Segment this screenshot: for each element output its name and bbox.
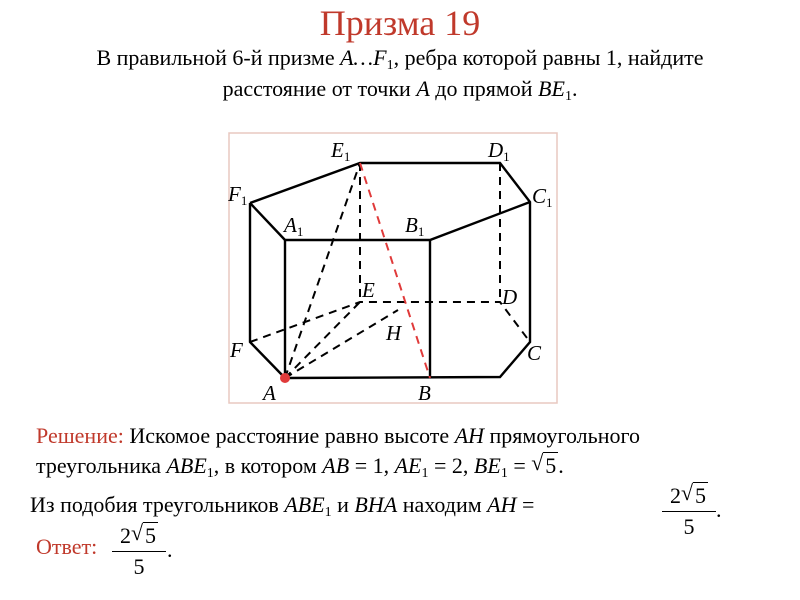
label-E1: E1 (331, 138, 351, 164)
label-D1: D1 (488, 138, 510, 164)
ah-fraction: 2 √ 5 5 (662, 484, 716, 542)
prism-diagram (228, 132, 558, 404)
label-E: E (362, 278, 375, 302)
label-F: F (230, 338, 243, 362)
label-H: H (386, 321, 402, 345)
label-A: A (263, 381, 276, 404)
label-C1: C1 (532, 184, 553, 210)
label-F1: F1 (228, 182, 248, 208)
answer-label: Ответ: (36, 534, 98, 559)
problem-statement: В правильной 6-й призме $A\dots F_1$, ребра которой равны 1, найдите расстояние от точки A до прямой $BE_1$. (96, 45, 704, 104)
label-D: D (502, 285, 518, 309)
point-A-marker (280, 373, 290, 383)
solution-label: Решение: (36, 423, 124, 448)
similarity-text: Из подобия треугольников $ABE_1$ и BHA находим AH = (30, 492, 535, 520)
label-C: C (527, 341, 542, 365)
answer-fraction: 2 √ 5 5 (112, 524, 166, 582)
sqrt-five: √ 5 (531, 450, 557, 478)
label-A1: A1 (284, 213, 304, 239)
page-title: Призма 19 (319, 3, 481, 43)
solution-text: Решение: Искомое расстояние равно высоте AH прямоугольного треугольника $ABE_1$, в котором AB = 1, $AE_1 = 2$, $BE_1$ = √ 5. (36, 423, 640, 481)
label-B: B (418, 381, 431, 404)
label-B1: B1 (405, 213, 425, 239)
